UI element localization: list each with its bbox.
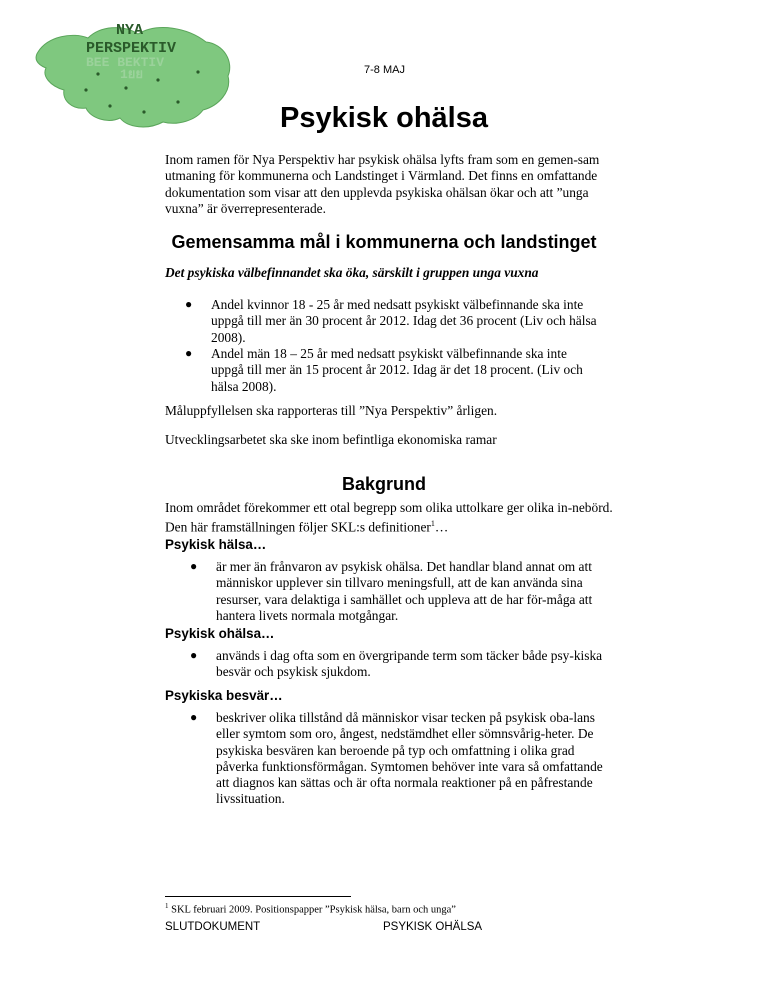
definition-text: används i dag ofta som en övergripande term som täcker både psy-kiska besvär och psykisk sjukdom. <box>216 648 603 680</box>
bullet-icon: ● <box>190 648 198 662</box>
logo-line-1: NYA <box>116 22 144 39</box>
background-intro-ellipsis: … <box>434 519 449 535</box>
term-psykisk-halsa: Psykisk hälsa… <box>165 537 267 552</box>
logo-line-3: BEE BEKTIV <box>86 55 165 70</box>
goals-heading: Gemensamma mål i kommunerna och landstinget <box>171 232 597 252</box>
bullet-icon: ● <box>185 297 193 311</box>
definition-text: beskriver olika tillstånd då människor visar tecken på psykisk oba-lans eller symtom som oro, ångest, nedstämdhet eller sömnsvårig-heter. De psykiska besvären kan beroende på typ och omfattning i olika grad påverka funktionsförmågan. Symtomen behöver inte vara så omfattande att diagnos kan sättas och är ofta normala reaktioner på en påfrestande livssituation. <box>216 710 603 807</box>
goals-subheading: Det psykiska välbefinnandet ska öka, särskilt i gruppen unga vuxna <box>165 265 539 280</box>
bullet-icon: ● <box>185 346 193 360</box>
footnote <box>165 902 456 916</box>
bullet-icon: ● <box>190 559 198 573</box>
background-intro-text: Inom området förekommer ett otal begrepp som olika uttolkare ger olika in-nebörd. Den här framställningen följer SKL:s definitioner <box>165 500 613 535</box>
bullet-icon: ● <box>190 710 198 724</box>
footnote-divider <box>165 896 351 897</box>
footer-section-label: PSYKISK OHÄLSA <box>383 921 483 933</box>
logo-line-2: PERSPEKTIV <box>86 40 177 57</box>
background-intro <box>165 500 617 536</box>
logo-line-4: 1ยย <box>120 67 144 82</box>
footnote-text: SKL februari 2009. Positionspapper ”Psykisk hälsa, barn och unga” <box>171 904 456 916</box>
footnote-number: 1 <box>165 902 169 910</box>
development-paragraph: Utvecklingsarbetet ska ske inom befintliga ekonomiska ramar <box>165 432 497 447</box>
term-psykiska-besvar: Psykiska besvär… <box>165 688 283 703</box>
footnote-ref: 1 <box>430 519 435 529</box>
header-date: 7-8 MAJ <box>364 64 405 76</box>
reporting-paragraph: Måluppfyllelsen ska rapporteras till ”Nya Perspektiv” årligen. <box>165 403 498 418</box>
goal-bullet-text: Andel män 18 – 25 år med nedsatt psykiskt välbefinnande ska inte uppgå till mer än 15 procent år 2012. Idag är det 18 procent. (Liv och hälsa 2008). <box>211 346 583 394</box>
goal-bullet-text: Andel kvinnor 18 - 25 år med nedsatt psykiskt välbefinnande ska inte uppgå till mer än 30 procent år 2012. Idag det 36 procent (Liv och hälsa 2008). <box>211 297 597 345</box>
definition-text: är mer än frånvaron av psykisk ohälsa. Det handlar bland annat om att människor upplever sin tillvaro meningsfull, att de kan använda sina resurser, vara delaktiga i samhället och uppleva att de har för-måga att hantera livets normala motgångar. <box>216 559 593 623</box>
footer-document-label: SLUTDOKUMENT <box>165 921 261 933</box>
intro-paragraph: Inom ramen för Nya Perspektiv har psykisk ohälsa lyfts fram som en gemen-sam utmaning för kommunerna och Landstinget i Värmland. Det finns en omfattande dokumentation som visar att den upplevda psykiska ohälsan ökar och att ”unga vuxna” är överrepresenterade. <box>165 152 600 216</box>
term-psykisk-ohalsa: Psykisk ohälsa… <box>165 626 275 641</box>
page-title: Psykisk ohälsa <box>280 102 488 134</box>
background-heading: Bakgrund <box>341 474 426 494</box>
